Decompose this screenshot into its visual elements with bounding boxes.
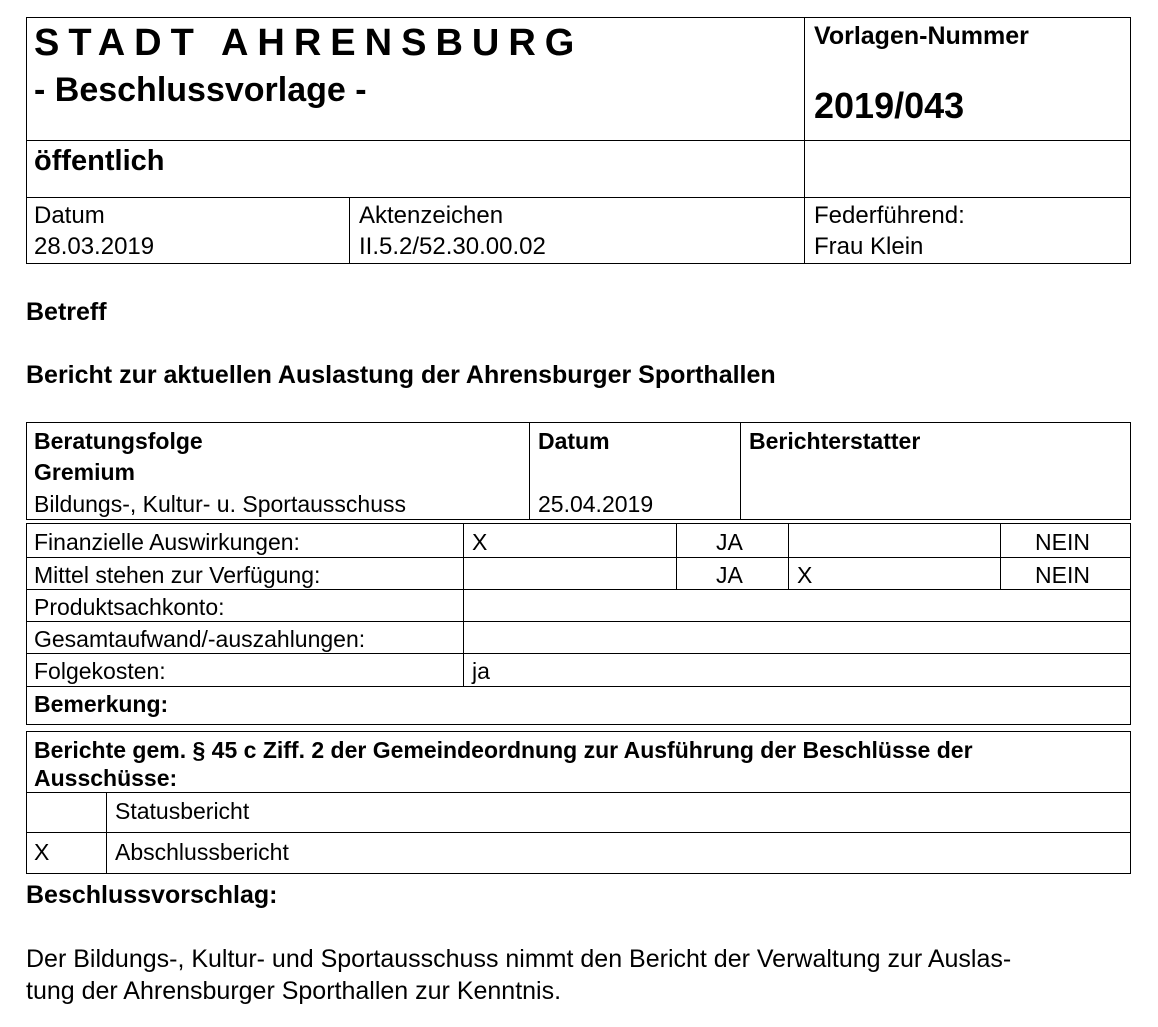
finance-col-line-2	[676, 523, 677, 589]
finance-col-line-1	[463, 523, 464, 686]
proposal-line-2: tung der Ahrensburger Sporthallen zur Kenntnis.	[26, 977, 562, 1005]
followup-costs-label: Folgekosten:	[34, 658, 166, 684]
header-divider-v2	[349, 197, 350, 264]
visibility-label: öffentlich	[34, 145, 165, 177]
funds-label: Mittel stehen zur Verfügung:	[34, 562, 321, 588]
consultation-date: 25.04.2019	[538, 491, 654, 517]
consultation-col1-label: Beratungsfolge	[34, 428, 203, 454]
fin-impact-no-label: NEIN	[1035, 529, 1090, 555]
fin-impact-yes-mark: X	[472, 529, 488, 555]
proposal-label: Beschlussvorschlag:	[26, 881, 278, 909]
fin-impact-label: Finanzielle Auswirkungen:	[34, 529, 300, 555]
consultation-divider-1	[529, 422, 530, 520]
reports-title: Berichte gem. § 45 c Ziff. 2 der Gemeindeordnung zur Ausführung der Beschlüsse der Ausschüsse:	[34, 737, 973, 791]
funds-yes-label: JA	[716, 562, 743, 588]
funds-no-mark: X	[797, 562, 813, 588]
final-report-label: Abschlussbericht	[115, 839, 289, 865]
reports-line-1	[26, 792, 1131, 793]
followup-costs-value: ja	[472, 658, 490, 684]
fin-impact-yes-label: JA	[716, 529, 743, 555]
lead-value: Frau Klein	[814, 233, 924, 260]
remark-label: Bemerkung:	[34, 691, 169, 717]
product-account-label: Produktsachkonto:	[34, 594, 225, 620]
date-value: 28.03.2019	[34, 233, 155, 260]
consultation-col3-label: Berichterstatter	[749, 428, 921, 454]
file-number-value: II.5.2/52.30.00.02	[359, 233, 546, 260]
file-number-label: Aktenzeichen	[359, 202, 504, 229]
finance-row-line-5	[26, 686, 1131, 687]
number-label: Vorlagen-Nummer	[814, 22, 1029, 50]
city-title: STADT AHRENSBURG	[34, 22, 584, 64]
finance-col-line-3	[788, 523, 789, 589]
consultation-col2-label: Datum	[538, 428, 610, 454]
finance-col-line-4	[1000, 523, 1001, 589]
proposal-line-1: Der Bildungs-, Kultur- und Sportausschuss nimmt den Bericht der Verwaltung zur Auslas-	[26, 945, 1012, 973]
header-divider-h1	[26, 140, 1131, 141]
consultation-body: Bildungs-, Kultur- u. Sportausschuss	[34, 491, 407, 517]
reports-col-line	[106, 792, 107, 874]
document-type: - Beschlussvorlage -	[34, 71, 367, 109]
reports-line-2	[26, 832, 1131, 833]
total-expense-label: Gesamtaufwand/-auszahlungen:	[34, 626, 366, 652]
header-divider-h2	[26, 197, 1131, 198]
final-report-mark: X	[34, 839, 50, 865]
lead-label: Federführend:	[814, 202, 965, 229]
subject-text: Bericht zur aktuellen Auslastung der Ahrensburger Sporthallen	[26, 361, 776, 389]
consultation-divider-2	[740, 422, 741, 520]
status-report-label: Statusbericht	[115, 798, 250, 824]
finance-row-line-1	[26, 557, 1131, 558]
subject-label: Betreff	[26, 298, 107, 326]
consultation-col1-sublabel: Gremium	[34, 459, 135, 485]
number-value: 2019/043	[814, 85, 965, 126]
date-label: Datum	[34, 202, 105, 229]
funds-no-label: NEIN	[1035, 562, 1090, 588]
